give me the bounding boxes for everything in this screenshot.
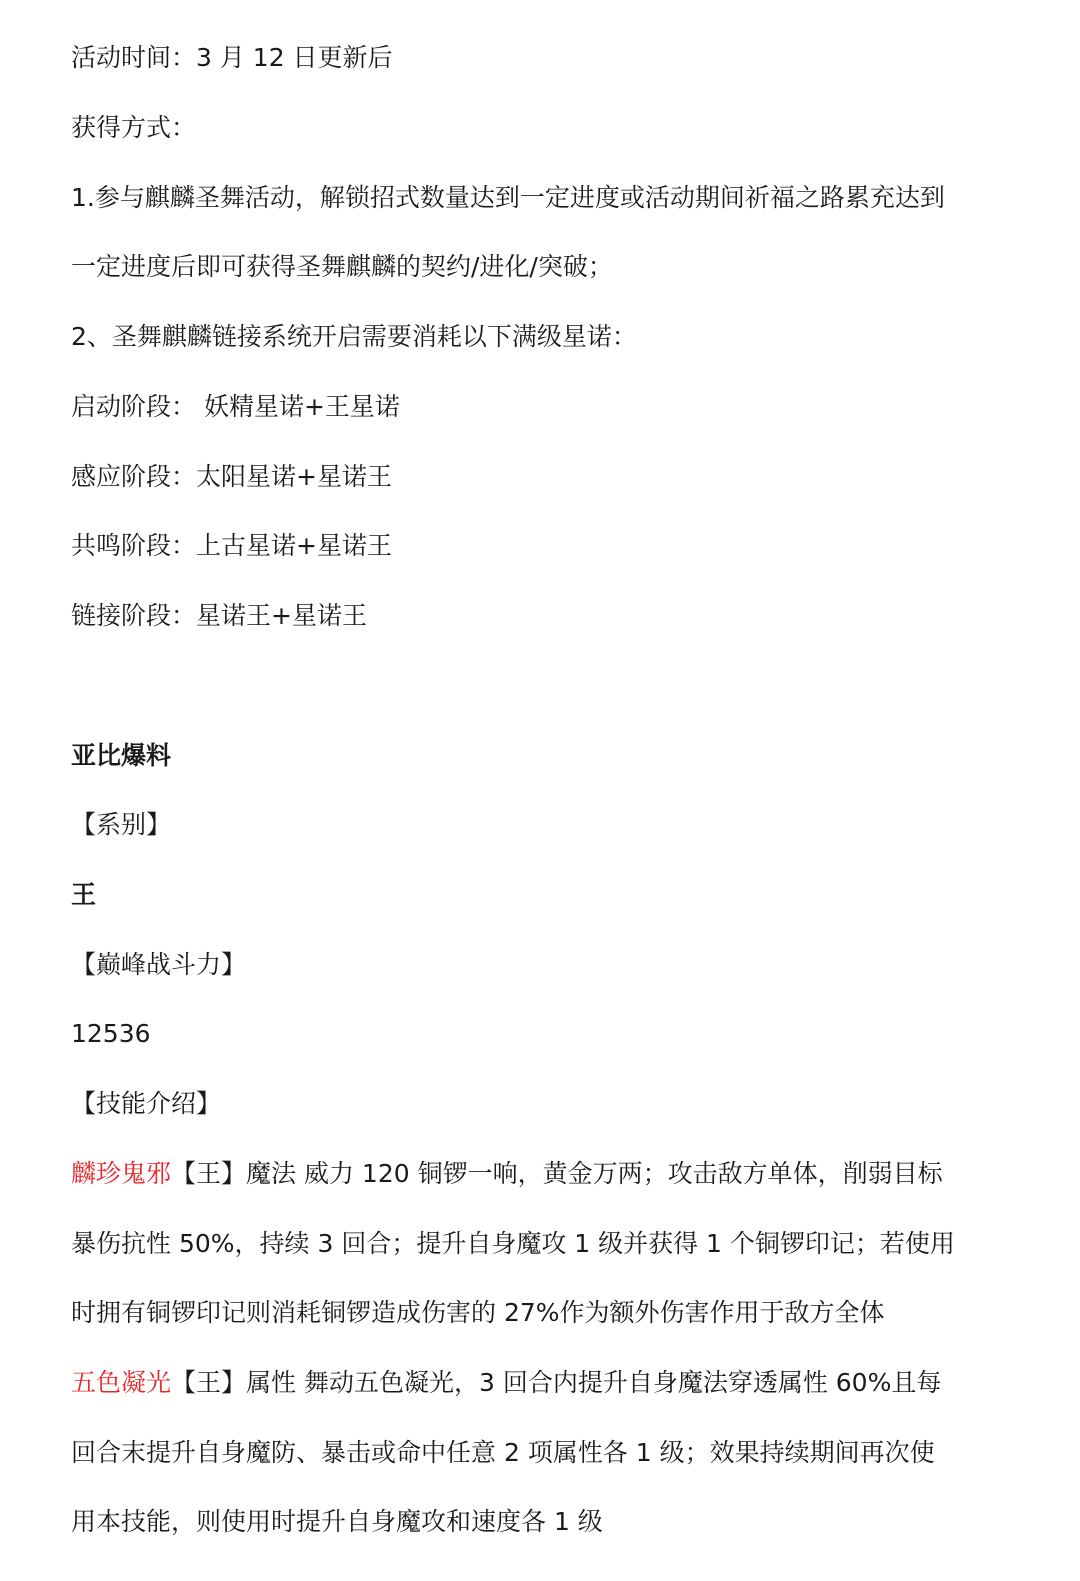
stage-resonance: 共鸣阶段：上古星诺+星诺王 [71, 531, 392, 560]
stage-link: 链接阶段：星诺王+星诺王 [71, 601, 367, 630]
skill-2-line-1 [71, 1368, 941, 1398]
skill-2-desc-1: 【王】属性 舞动五色凝光，3 回合内提升自身魔法穿透属性 60%且每 [171, 1368, 942, 1397]
skill-2-name: 五色凝光 [71, 1368, 172, 1397]
skill-1-line-1 [71, 1159, 943, 1189]
series-value: 王 [71, 880, 97, 909]
power-value: 12536 [71, 1019, 151, 1048]
activity-time: 活动时间：3 月 12 日更新后 [71, 43, 393, 72]
method-item-1-line-1: 1.参与麒麟圣舞活动，解锁招式数量达到一定进度或活动期间祈福之路累充达到 [71, 183, 945, 212]
power-label: 【巅峰战斗力】 [71, 950, 247, 979]
skill-2-line-3: 用本技能，则使用时提升自身魔攻和速度各 1 级 [71, 1507, 603, 1536]
skill-1-name: 麟珍鬼邪 [71, 1159, 172, 1188]
method-heading: 获得方式： [71, 113, 197, 142]
section-heading: 亚比爆料 [71, 741, 172, 770]
method-item-2: 2、圣舞麒麟链接系统开启需要消耗以下满级星诺： [71, 322, 637, 351]
skill-1-desc-1: 【王】魔法 威力 120 铜锣一响，黄金万两；攻击敌方单体，削弱目标 [171, 1159, 943, 1188]
skill-1-line-3: 时拥有铜锣印记则消耗铜锣造成伤害的 27%作为额外伤害作用于敌方全体 [71, 1298, 885, 1327]
skill-2-line-2: 回合末提升自身魔防、暴击或命中任意 2 项属性各 1 级；效果持续期间再次使 [71, 1438, 935, 1467]
skill-1-line-2: 暴伤抗性 50%，持续 3 回合；提升自身魔攻 1 级并获得 1 个铜锣印记；若使用 [71, 1229, 955, 1258]
method-item-1-line-2: 一定进度后即可获得圣舞麒麟的契约/进化/突破； [71, 252, 613, 281]
stage-start: 启动阶段： 妖精星诺+王星诺 [71, 392, 400, 421]
skills-label: 【技能介绍】 [71, 1089, 222, 1118]
stage-sense: 感应阶段：太阳星诺+星诺王 [71, 462, 392, 491]
series-label: 【系别】 [71, 810, 172, 839]
